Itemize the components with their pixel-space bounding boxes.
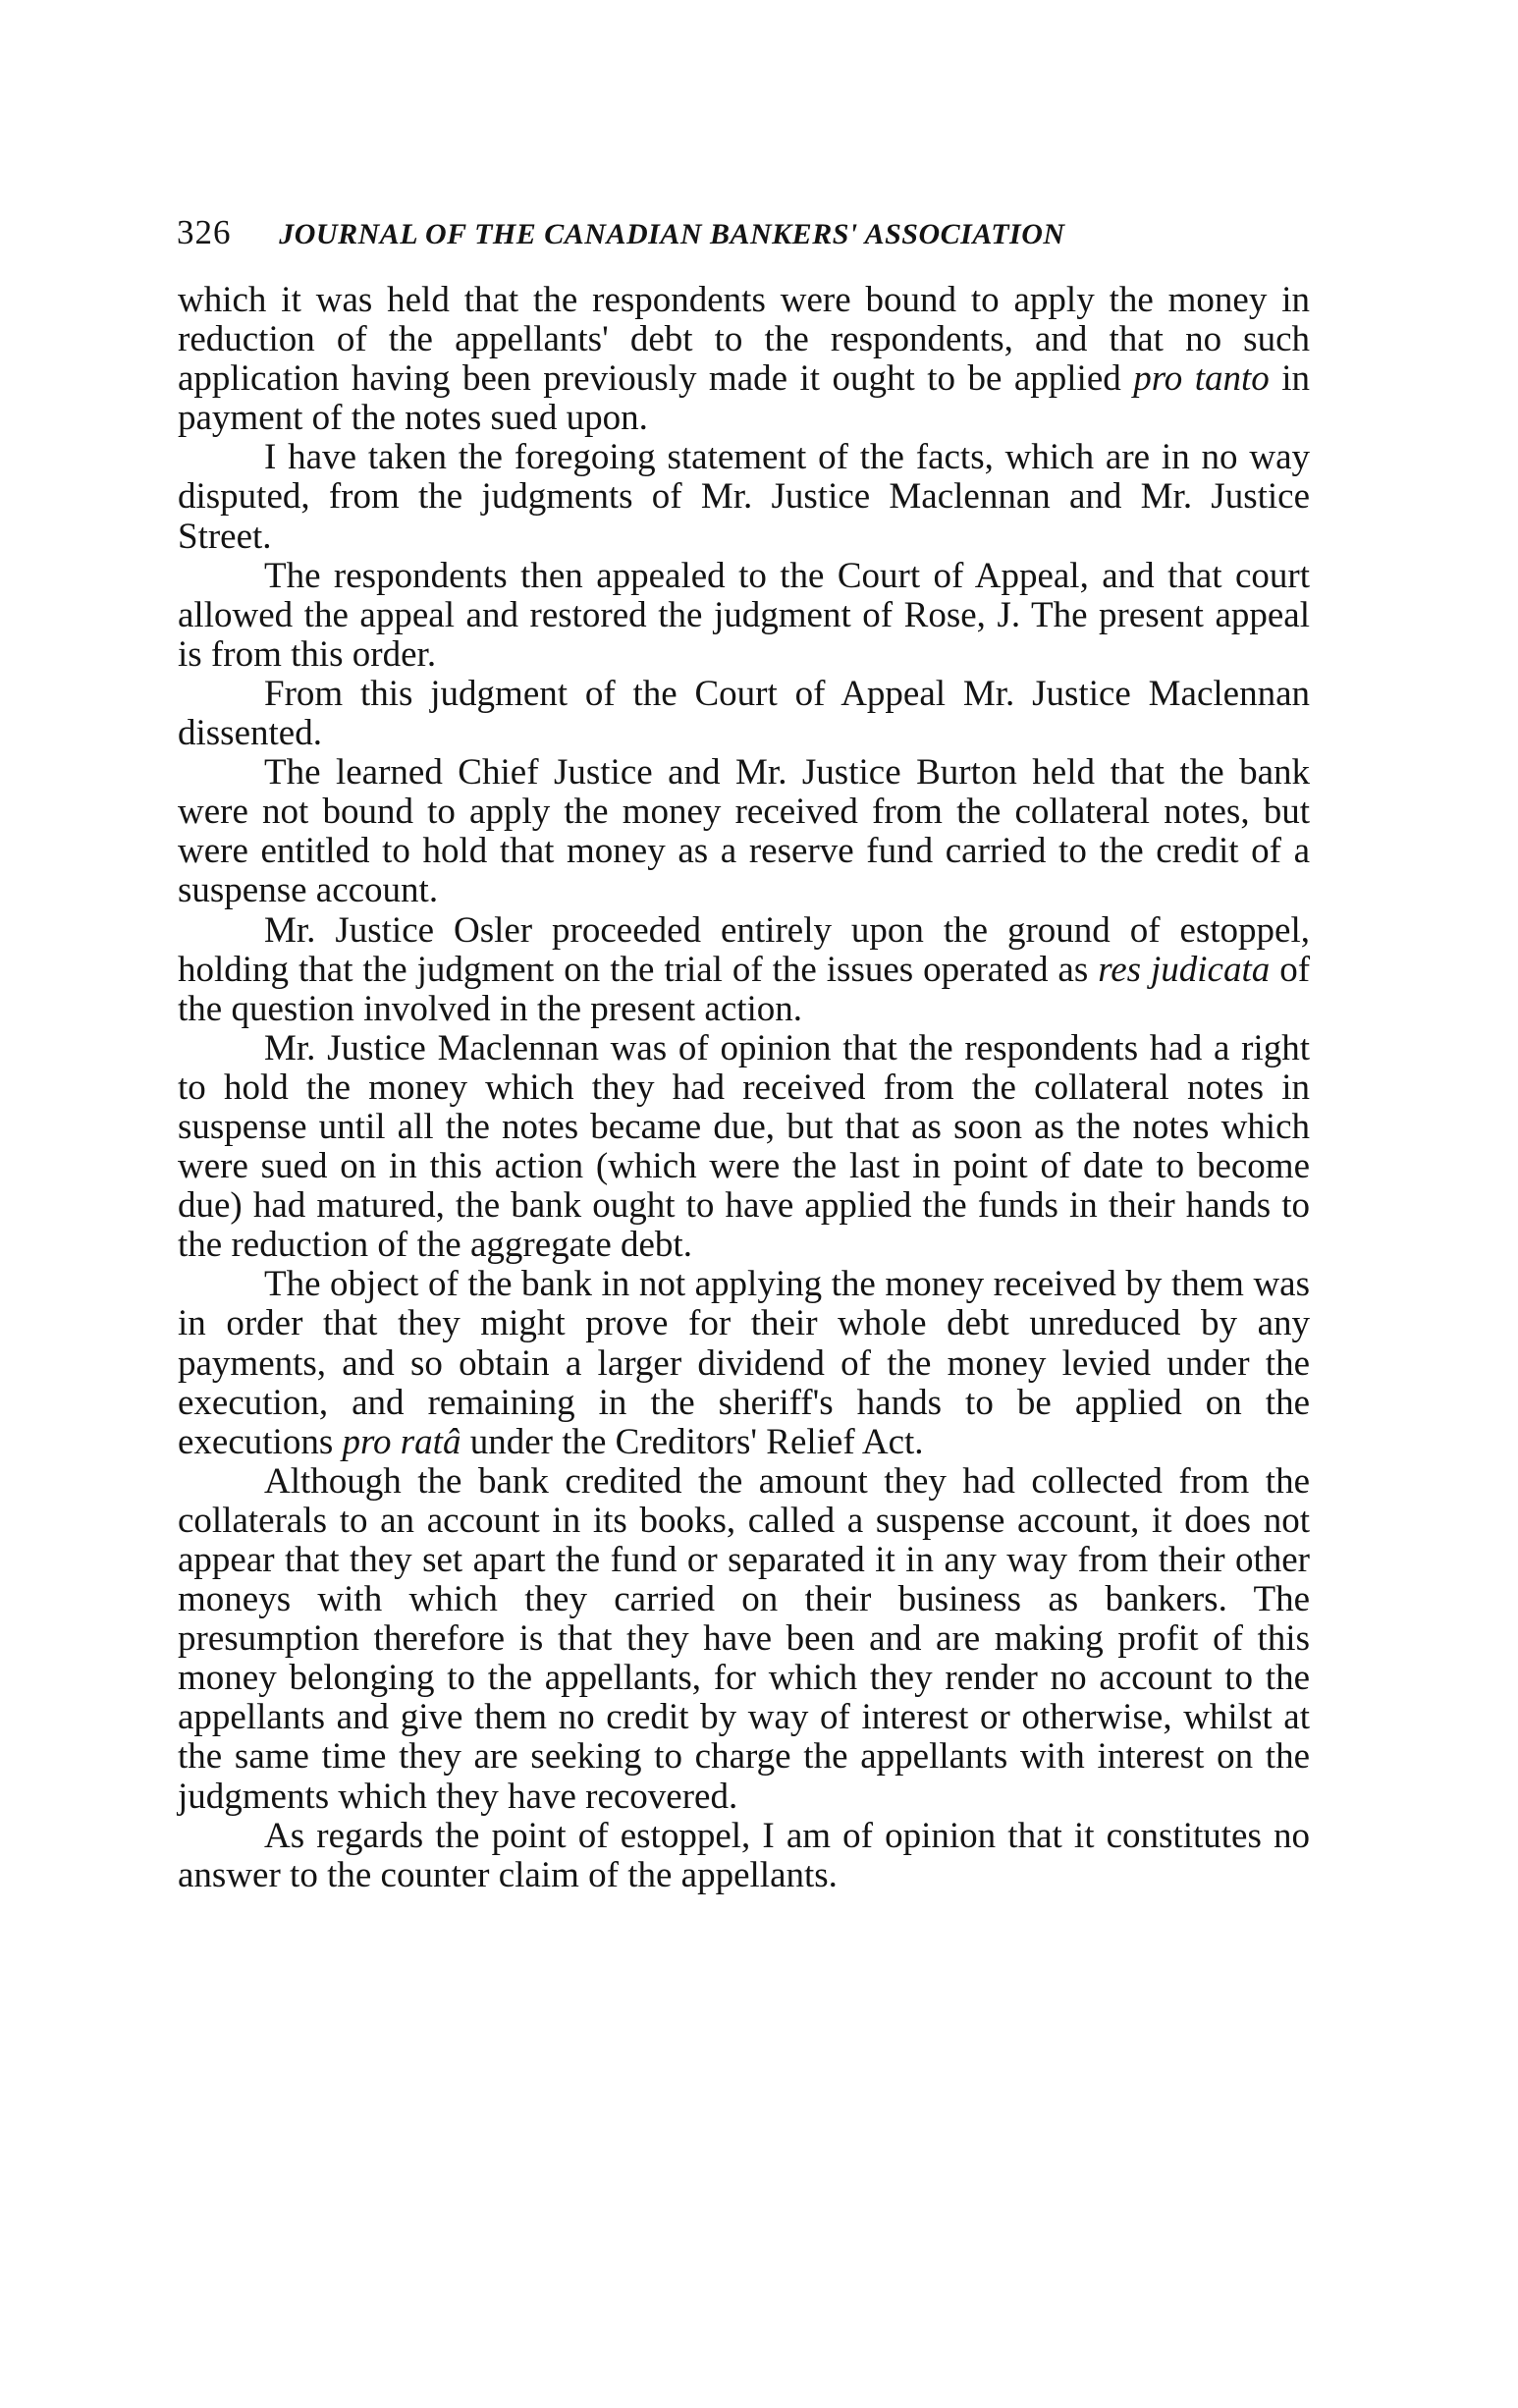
italic-phrase: pro ratâ [342,1421,461,1462]
paragraph: The respondents then appealed to the Court of Appeal, and that court allowed the appeal and restored the judgment of Rose, J. The present appeal is from this order. [178,555,1310,675]
paragraph: From this judgment of the Court of Appeal Mr. Justice Maclennan dissented. [178,673,1310,754]
paragraph-continued: which it was held that the respondents were bound to apply the money in reduction of the appellants' debt to the respondents, and that no such application having been previously made it ought to be applied pro tanto in payment of the notes sued upon. [178,280,1310,439]
page-number: 326 [177,213,232,251]
paragraph: Mr. Justice Osler proceeded entirely upon the ground of estoppel, holding that the judgment on the trial of the issues operated as res judicata of the question involved in the present action. [178,909,1311,1029]
paragraph: The learned Chief Justice and Mr. Justice Burton held that the bank were not bound to apply the money received from the collateral notes, but were entitled to hold that money as a reserve fund carried to the credit of a suspense account. [178,752,1310,911]
paragraph: I have taken the foregoing statement of the facts, which are in no way disputed, from the judgments of Mr. Justice Maclennan and Mr. Justice Street. [178,437,1310,557]
body-text [178,281,1310,1895]
paragraph: As regards the point of estoppel, I am of opinion that it constitutes no answer to the counter claim of the appellants. [178,1815,1310,1895]
paragraph: Although the bank credited the amount they had collected from the collaterals to an account in its books, called a suspense account, it does not appear that they set apart the fund or separated it in any way from their other moneys with which they carried on their business as bankers. The presumption therefore is that they have been and are making profit of this money belonging to the appellants, for which they render no account to the appellants and give them no credit by way of interest or otherwise, whilst at the same time they are seeking to charge the appellants with interest on the judgments which they have recovered. [178,1460,1310,1817]
page-header [177,208,1316,257]
italic-phrase: res judicata [1098,949,1271,990]
running-title: JOURNAL OF THE CANADIAN BANKERS' ASSOCIATION [279,218,1065,250]
paragraph: The object of the bank in not applying the money received by them was in order that they might prove for their whole debt unreduced by any payments, and so obtain a larger dividend of the money levied under the execution, and remaining in the sheriff's hands to be applied on the executions pro ratâ under the Creditors' Relief Act. [178,1264,1310,1462]
paragraph: Mr. Justice Maclennan was of opinion that the respondents had a right to hold the money which they had received from the collateral notes in suspense until all the notes became due, but that as soon as the notes which were sued on in this action (which were the last in point of date to become due) had matured, the bank ought to have applied the funds in their hands to the reduction of the aggregate debt. [178,1027,1310,1266]
italic-phrase: pro tanto [1133,358,1270,400]
